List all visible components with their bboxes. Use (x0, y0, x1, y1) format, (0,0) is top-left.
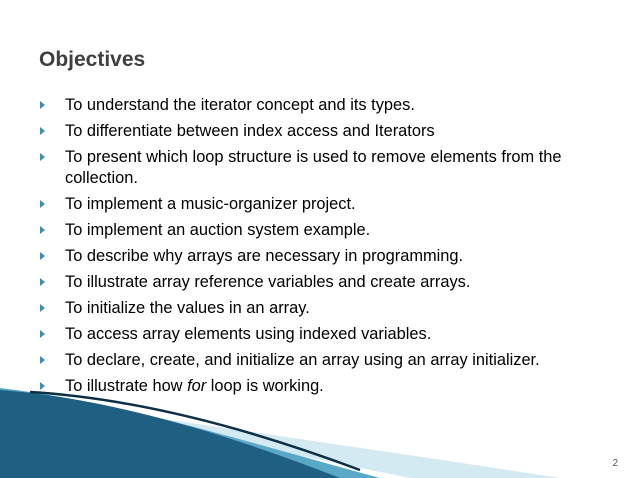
bullet-text: To understand the iterator concept and its types. (65, 96, 415, 114)
bullet-text: To initialize the values in an array. (65, 299, 310, 317)
page-number: 2 (612, 458, 618, 469)
bullet-text-after: loop is working. (206, 377, 324, 395)
bullet-text: To implement an auction system example. (65, 221, 371, 239)
bullet-text: To present which loop structure is used to remove elements from the collection. (65, 148, 562, 187)
bullet-text: To declare, create, and initialize an array using an array initializer. (65, 351, 540, 369)
swoosh-dark-band (0, 390, 340, 478)
bullet-text: To describe why arrays are necessary in programming. (65, 247, 464, 265)
slide-title: Objectives (39, 48, 146, 71)
bullet-text: To differentiate between index access and Iterators (65, 122, 435, 140)
bullet-text-before: To illustrate how (65, 377, 188, 395)
bullet-text: To illustrate array reference variables and create arrays. (65, 273, 471, 291)
bullet-text-emphasis: for (187, 377, 207, 395)
bullet-text: To access array elements using indexed variables. (65, 325, 432, 343)
bullet-text: To implement a music-organizer project. (65, 195, 356, 213)
